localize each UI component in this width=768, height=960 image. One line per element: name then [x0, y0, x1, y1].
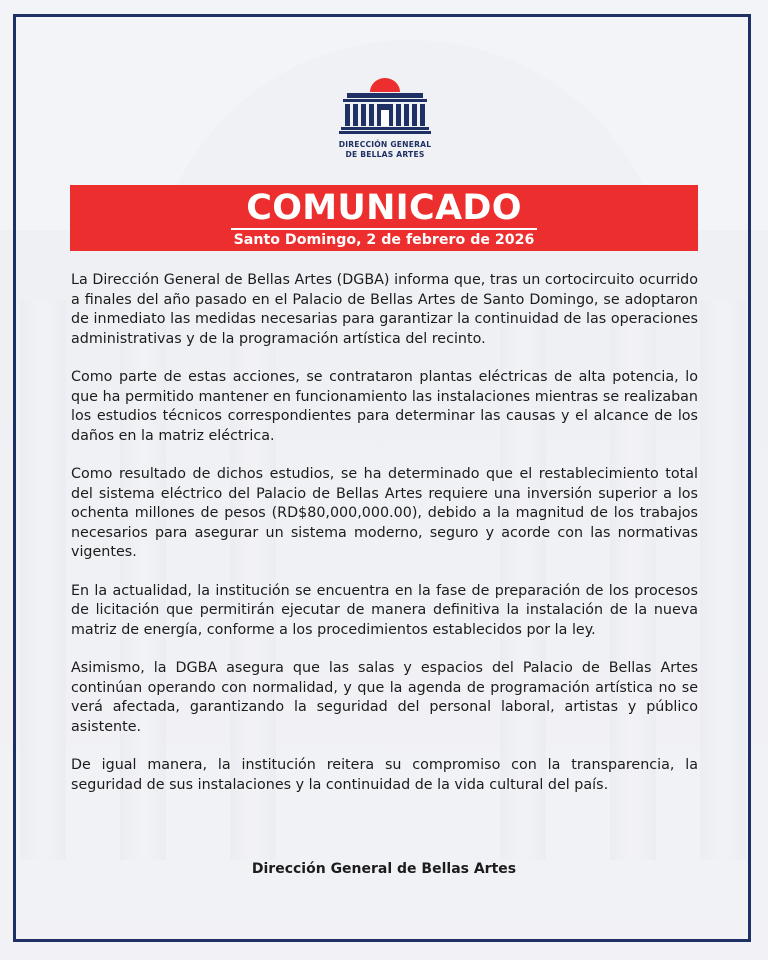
- comunicado-banner: [70, 185, 698, 251]
- dgba-logo: [333, 72, 437, 172]
- paragraph: Como parte de estas acciones, se contrataron plantas eléctricas de alta potencia, lo que ha permitido mantener en funcionamiento las instalaciones mientras se realizaban los estudios técnicos correspondientes para determinar las causas y el alcance de los daños en la matriz eléctrica.: [71, 369, 698, 444]
- banner-title: COMUNICADO: [246, 188, 522, 228]
- signature: Dirección General de Bellas Artes: [251, 861, 517, 877]
- logo-org-line-1: DIRECCIÓN GENERAL: [338, 140, 432, 149]
- logo-org-line-2: DE BELLAS ARTES: [345, 149, 425, 159]
- palace-building-icon: [339, 72, 431, 136]
- banner-divider: [231, 228, 537, 230]
- paragraph: En la actualidad, la institución se encuentra en la fase de preparación de los procesos de licitación que permitirán ejecutar de manera definitiva la instalación de la nueva matriz de energía, conforme a los procedimientos establecidos por la ley.: [71, 582, 698, 638]
- logo-org-name: [333, 140, 437, 159]
- paragraph: De igual manera, la institución reitera su compromiso con la transparencia, la seguridad de sus instalaciones y la continuidad de la vida cultural del país.: [71, 757, 698, 793]
- paragraph: La Dirección General de Bellas Artes (DGBA) informa que, tras un cortocircuito ocurrido a finales del año pasado en el Palacio de Bellas Artes de Santo Domingo, se adoptaron de inmediato las medidas necesarias para garantizar la continuidad de las operaciones administrativas y de la programación artística del recinto.: [71, 272, 698, 347]
- paragraph: Como resultado de dichos estudios, se ha determinado que el restablecimiento total del sistema eléctrico del Palacio de Bellas Artes requiere una inversión superior a los ochenta millones de pesos (RD$80,000,000.00), debido a la magnitud de los trabajos necesarios para asegurar un sistema moderno, seguro y acorde con las normativas vigentes.: [71, 466, 698, 560]
- paragraph: Asimismo, la DGBA asegura que las salas y espacios del Palacio de Bellas Artes continúan operando con normalidad, y que la agenda de programación artística no se verá afectada, garantizando la seguridad del personal laboral, artistas y público asistente.: [71, 660, 698, 735]
- statement-body: [71, 271, 698, 795]
- banner-date: Santo Domingo, 2 de febrero de 2026: [233, 232, 535, 248]
